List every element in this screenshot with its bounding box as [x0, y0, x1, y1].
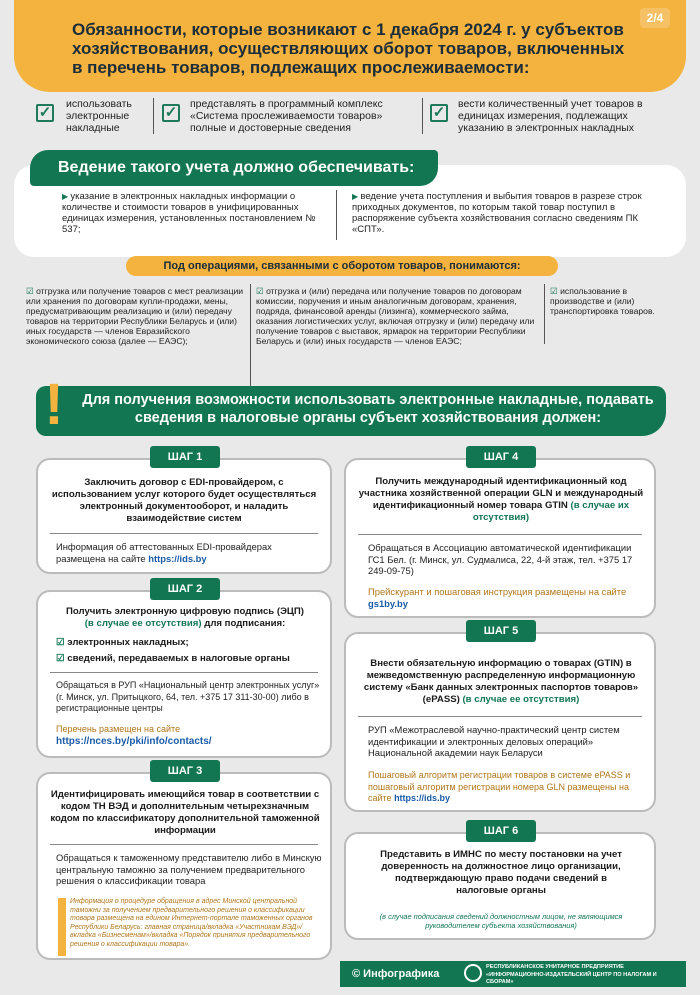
- checkbox-icon: ✓: [162, 104, 180, 122]
- step-1-info: Информация об аттестованных EDI-провайдерах размещена на сайте https://ids.by: [56, 541, 272, 564]
- exclamation-icon: !: [44, 372, 64, 437]
- checkbox-icon: ✓: [36, 104, 54, 122]
- divider: [50, 672, 318, 673]
- divider: [358, 534, 642, 535]
- accounting-item: ▶ указание в электронных накладных информации о количестве и стоимости товаров в унифицированных единицах измерения, установленных постановлением № 537;: [62, 191, 316, 235]
- step-5-tag: ШАГ 5: [466, 620, 536, 642]
- operation-item: ☑ отгрузка и (или) передача или получение товаров по договорам комиссии, поручения и иным аналогичным договорам, хранения, подряда, финансовой аренды (лизинга), коммерческого займа, оказания логистических услуг, включая отгрузку и (или) передачу или получение товаров с выставок, ярмарок на территории Республики Беларусь и (или) иных государств — членов ЕАЭС;: [256, 286, 535, 346]
- divider: [153, 98, 154, 134]
- duty-item: представлять в программный комплекс «Система прослеживаемости товаров» полные и достоверные сведения: [190, 98, 383, 134]
- divider: [336, 190, 337, 240]
- page-title: Обязанности, которые возникают с 1 декабря 2024 г. у субъектов хозяйствования, осуществляющих оборот товаров, включенных в перечень товаров, подлежащих прослеживаемости:: [72, 20, 625, 77]
- checkbox-icon: ☑: [256, 286, 267, 296]
- divider: [544, 284, 545, 344]
- operation-item: ☑ использование в производстве и (или) транспортировка товаров.: [550, 286, 655, 316]
- step-1-main: Заключить договор с EDI-провайдером, с использованием услуг которого будет осуществляться электронный документооборот, и наладить взаимодействие систем: [51, 477, 317, 524]
- step-4-main: Получить международный идентификационный код участника хозяйственной операции GLN и международный идентификационный номер товара GTIN (в случае их отсутствия): [358, 476, 644, 523]
- divider: [422, 98, 423, 134]
- checkbox-icon: ☑: [56, 653, 68, 664]
- divider: [50, 533, 318, 534]
- step-3-info: Обращаться к таможенному представителю либо в Минскую центральную таможню за получением предварительного решения о классификации товара: [56, 852, 322, 886]
- divider: [50, 844, 318, 845]
- step-2-note: Перечень размещен на сайте: [56, 724, 181, 734]
- arrow-icon: ▶: [62, 192, 71, 201]
- step-6-tag: ШАГ 6: [466, 820, 536, 842]
- step-5-note: Пошаговый алгоритм регистрации товаров в системе ePASS и пошаговый алгоритм регистрации номера GLN размещены на сайте https://ids.by: [368, 770, 631, 803]
- ids-link[interactable]: https://ids.by: [394, 793, 451, 803]
- page-number: 2/4: [640, 8, 670, 28]
- gs1by-link[interactable]: gs1by.by: [368, 597, 408, 609]
- must-heading: Для получения возможности использовать электронные накладные, подавать сведения в налоговые органы субъект хозяйствования должен:: [82, 392, 654, 426]
- checkbox-icon: ☑: [56, 637, 68, 648]
- step-6-note: (в случае подписания сведений должностным лицом, не являющимся руководителем субъекта хозяйствования): [379, 912, 623, 930]
- operation-item: ☑ отгрузка или получение товаров с мест реализации или хранения по договорам купли-продажи, мены, предусматривающим реализацию и (или) передачу товаров на территории Республики Беларусь и (или) иных государств — членов Евразийского экономического союза (далее — ЕАЭС);: [26, 286, 244, 346]
- operations-heading: Под операциями, связанными с оборотом товаров, понимаются:: [126, 256, 558, 276]
- step-4-tag: ШАГ 4: [466, 446, 536, 468]
- ids-link[interactable]: https://ids.by: [148, 552, 207, 564]
- step-2-item: ☑ электронных накладных;: [56, 637, 189, 648]
- arrow-icon: ▶: [352, 192, 361, 201]
- step-4-info: Обращаться в Ассоциацию автоматической идентификации ГС1 Бел. (г. Минск, ул. Судмалиса, 22, 4-й этаж, тел. +375 17 249-09-75): [368, 542, 633, 576]
- step-5-main: Внести обязательную информацию о товарах (GTIN) в межведомственную распределенную информационную систему «Банк данных электронных паспортов товаров» (ePASS) (в случае ее отсутствия): [363, 658, 639, 705]
- accounting-heading: Ведение такого учета должно обеспечивать:: [30, 150, 438, 186]
- checkbox-icon: ☑: [26, 286, 37, 296]
- step-3-note: Информация о процедуре обращения в адрес Минской центральной таможни за получением предварительного решения о классификации товара размещена на едином Интернет-портале таможенных органов Республики Беларусь: главная страница/вкладка «Участникам ВЭД»/вкладка «Бизнесменам»/вкладка «Порядок принятия предварительного решения о классификации товара».: [70, 898, 313, 948]
- step-2-info: Обращаться в РУП «Национальный центр электронных услуг» (г. Минск, ул. Притыцкого, 64, тел. +375 17 311-30-00) либо в регистрационные центры: [56, 680, 320, 713]
- footer-org: РЕСПУБЛИКАНСКОЕ УНИТАРНОЕ ПРЕДПРИЯТИЕ «ИНФОРМАЦИОННО-ИЗДАТЕЛЬСКИЙ ЦЕНТР ПО НАЛОГАМ И СБОРАМ»: [486, 964, 657, 985]
- duty-item: вести количественный учет товаров в единицах измерения, подлежащих указанию в электронных накладных: [458, 98, 643, 134]
- duty-item: использовать электронные накладные: [66, 98, 132, 134]
- step-2-item: ☑ сведений, передаваемых в налоговые органы: [56, 653, 290, 664]
- step-2-tag: ШАГ 2: [150, 578, 220, 600]
- divider: [250, 284, 251, 394]
- footer-credit: © Инфографика: [352, 968, 440, 980]
- step-3-main: Идентифицировать имеющийся товар в соответствии с кодом ТН ВЭД и дополнительным четырехзначным кодом по классификатору дополнительной таможенной информации: [50, 789, 320, 836]
- step-3-tag: ШАГ 3: [150, 760, 220, 782]
- nces-link[interactable]: https://nces.by/pki/info/contacts/: [56, 736, 212, 747]
- step-5-info: РУП «Межотраслевой научно-практический центр систем идентификации и электронных деловых операций» Национальной академии наук Беларуси: [368, 724, 620, 758]
- checkbox-icon: ✓: [430, 104, 448, 122]
- step-1-tag: ШАГ 1: [150, 446, 220, 468]
- step-2-main: Получить электронную цифровую подпись (ЭЦП) (в случае ее отсутствия) для подписания:: [65, 606, 304, 629]
- checkbox-icon: ☑: [550, 286, 561, 296]
- step-4-note: Прейскурант и пошаговая инструкция размещены на сайте gs1by.by: [368, 586, 627, 609]
- accounting-item: ▶ ведение учета поступления и выбытия товаров в разрезе строк приходных документов, по которым такой товар поступил в распоряжение субъекта хозяйствования согласно сведениям ПК «СПТ».: [352, 191, 642, 235]
- note-marker: [58, 898, 66, 956]
- logo-icon: [464, 964, 482, 982]
- step-6-main: Представить в ИМНС по месту постановки на учет доверенность на должностное лицо организации, подтверждающую право подачи сведений в налоговые органы: [380, 849, 622, 896]
- divider: [358, 716, 642, 717]
